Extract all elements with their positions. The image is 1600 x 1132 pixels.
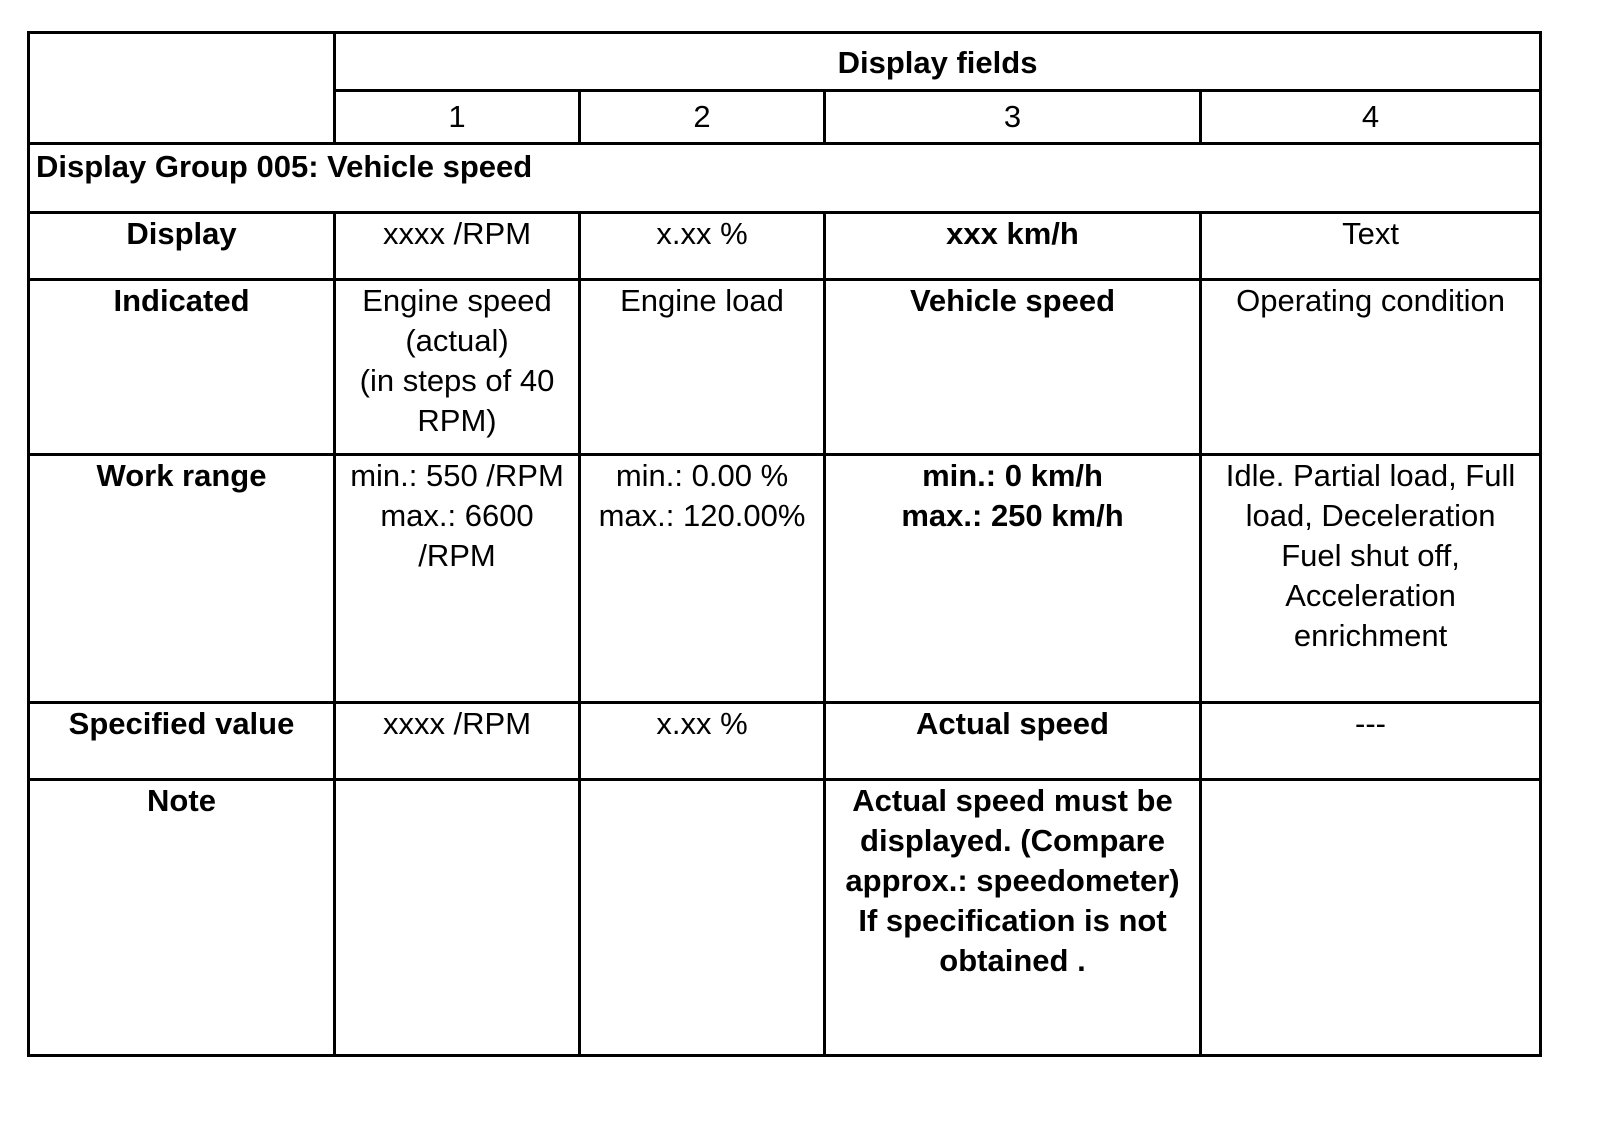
indicated-field-1-line: (in steps of 40 <box>359 363 555 398</box>
specified-value-field-2: x.xx % <box>580 703 825 780</box>
work-range-field-1-line: /RPM <box>418 538 496 573</box>
work-range-field-3-line: min.: 0 km/h <box>922 458 1103 493</box>
row-indicated <box>29 280 1541 455</box>
note-field-1 <box>335 780 580 1056</box>
display-fields-heading: Display fields <box>335 33 1541 91</box>
work-range-field-4-line: Acceleration <box>1285 578 1456 613</box>
display-group-table <box>27 31 1542 1057</box>
indicated-field-3 <box>825 280 1201 455</box>
work-range-field-4 <box>1201 455 1541 703</box>
row-label-display: Display <box>29 213 335 280</box>
specified-value-field-4: --- <box>1201 703 1541 780</box>
indicated-field-2-line: Engine load <box>620 283 784 318</box>
work-range-field-1-line: max.: 6600 <box>380 498 534 533</box>
indicated-field-1 <box>335 280 580 455</box>
indicated-field-1-line: RPM) <box>417 403 497 438</box>
work-range-field-3-line: max.: 250 km/h <box>901 498 1124 533</box>
work-range-field-1-line: min.: 550 /RPM <box>350 458 564 493</box>
work-range-field-3 <box>825 455 1201 703</box>
display-field-1: xxxx /RPM <box>335 213 580 280</box>
row-label-indicated: Indicated <box>29 280 335 455</box>
note-field-2 <box>580 780 825 1056</box>
specified-value-field-1: xxxx /RPM <box>335 703 580 780</box>
note-field-3-line: If specification is not <box>858 903 1167 938</box>
work-range-field-2-line: min.: 0.00 % <box>615 458 789 493</box>
indicated-field-4-line: Operating condition <box>1236 283 1505 318</box>
row-label-note: Note <box>29 780 335 1056</box>
field-number-2: 2 <box>580 91 825 144</box>
note-field-3-line: displayed. (Compare <box>860 823 1165 858</box>
work-range-field-4-line: Fuel shut off, <box>1281 538 1460 573</box>
note-field-3-line: approx.: speedometer) <box>845 863 1180 898</box>
indicated-field-1-line: Engine speed <box>362 283 552 318</box>
indicated-field-1-line: (actual) <box>405 323 509 358</box>
work-range-field-2-line: max.: 120.00% <box>598 498 806 533</box>
indicated-field-2 <box>580 280 825 455</box>
work-range-field-4-line: enrichment <box>1293 618 1448 653</box>
display-group-title: Display Group 005: Vehicle speed <box>29 144 1541 213</box>
header-row-title <box>29 33 1541 91</box>
note-field-4 <box>1201 780 1541 1056</box>
field-number-3: 3 <box>825 91 1201 144</box>
display-field-4: Text <box>1201 213 1541 280</box>
display-field-2: x.xx % <box>580 213 825 280</box>
display-field-3: xxx km/h <box>825 213 1201 280</box>
indicated-field-3-line: Vehicle speed <box>909 283 1116 318</box>
field-number-1: 1 <box>335 91 580 144</box>
work-range-field-4-line: load, Deceleration <box>1245 498 1496 533</box>
row-display <box>29 213 1541 280</box>
field-number-4: 4 <box>1201 91 1541 144</box>
note-field-3 <box>825 780 1201 1056</box>
work-range-field-4-line: Idle. Partial load, Full <box>1225 458 1516 493</box>
header-corner-cell <box>29 33 335 144</box>
group-title-row <box>29 144 1541 213</box>
note-field-3-line: obtained . <box>939 943 1086 978</box>
row-note <box>29 780 1541 1056</box>
row-label-specified-value: Specified value <box>29 703 335 780</box>
row-work-range <box>29 455 1541 703</box>
row-label-work-range: Work range <box>29 455 335 703</box>
indicated-field-4 <box>1201 280 1541 455</box>
work-range-field-2 <box>580 455 825 703</box>
work-range-field-1 <box>335 455 580 703</box>
specified-value-field-3: Actual speed <box>825 703 1201 780</box>
note-field-3-line: Actual speed must be <box>852 783 1173 818</box>
row-specified-value <box>29 703 1541 780</box>
